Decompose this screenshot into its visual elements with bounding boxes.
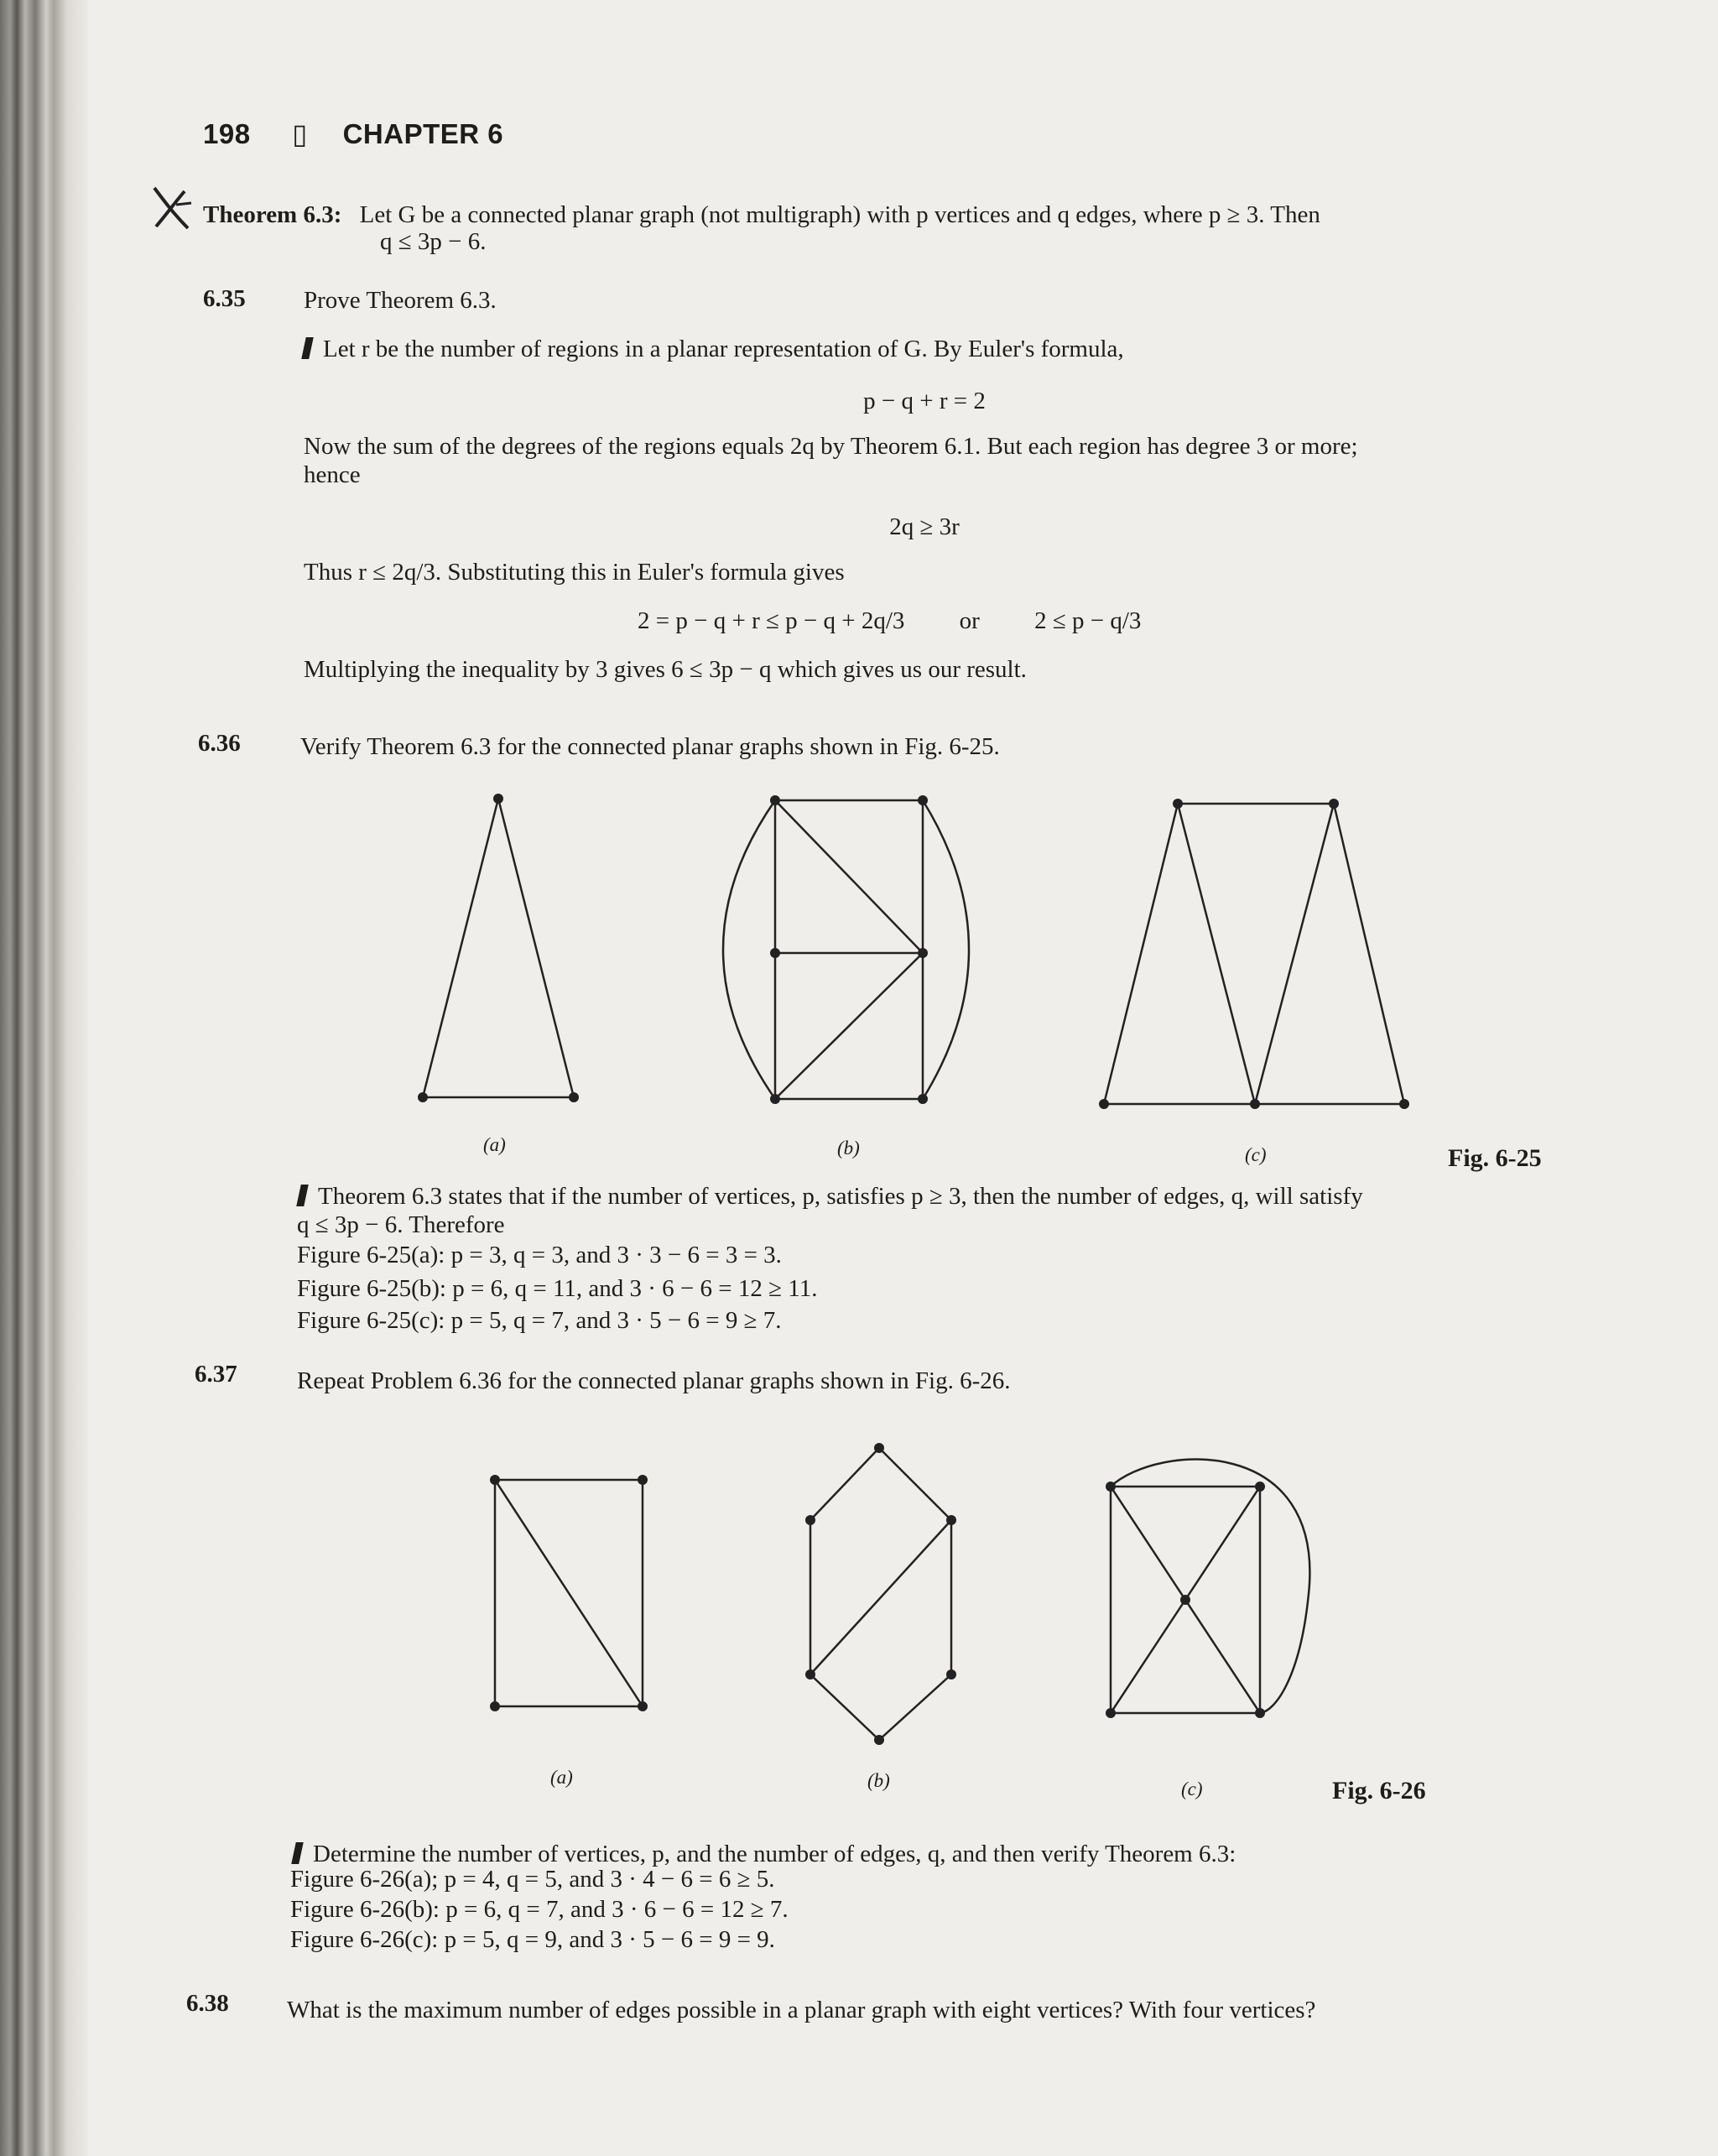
theorem-text: Let G be a connected planar graph (not multigraph) with p vertices and q edges, where p ≥ 3. Then bbox=[359, 201, 1320, 228]
graph-6-26c bbox=[1111, 1460, 1309, 1713]
solution-marker-icon bbox=[301, 337, 314, 359]
fig-6-26-label-b: (b) bbox=[867, 1770, 890, 1791]
fig-6-25-caption: Fig. 6-25 bbox=[1448, 1144, 1542, 1172]
solution-6-36-result-a: Figure 6-25(a): p = 3, q = 3, and 3 · 3 − 6 = 3 = 3. bbox=[297, 1242, 782, 1268]
figure-6-25-graphs bbox=[403, 780, 1443, 1116]
solution-6-35-line-3: hence bbox=[304, 461, 361, 488]
solution-6-35-line-1: Let r be the number of regions in a planar representation of G. By Euler's formula, bbox=[304, 334, 1124, 364]
theorem-line-1 bbox=[203, 200, 1320, 230]
problem-number-6-36: 6.36 bbox=[198, 730, 241, 757]
figure-6-26-graphs bbox=[470, 1426, 1342, 1745]
theorem-label: Theorem 6.3: bbox=[203, 201, 342, 228]
graph-6-25a bbox=[423, 799, 574, 1097]
problem-6-37-statement: Repeat Problem 6.36 for the connected planar graphs shown in Fig. 6-26. bbox=[297, 1367, 1011, 1394]
solution-6-35-line-5: Multiplying the inequality by 3 gives 6 ≤ 3p − q which gives us our result. bbox=[304, 656, 1027, 683]
solution-6-35-line-2: Now the sum of the degrees of the regions equals 2q by Theorem 6.1. But each region has degree 3 or more; bbox=[304, 433, 1358, 460]
graph-6-26b bbox=[810, 1448, 951, 1740]
problem-6-38-statement: What is the maximum number of edges possible in a planar graph with eight vertices? With four vertices? bbox=[287, 1997, 1316, 2023]
solution-marker-icon bbox=[296, 1185, 309, 1206]
solution-6-37-result-c: Figure 6-26(c): p = 5, q = 9, and 3 · 5 − 6 = 9 = 9. bbox=[290, 1926, 775, 1953]
solution-marker-icon bbox=[291, 1842, 304, 1864]
theorem-line-2: q ≤ 3p − 6. bbox=[380, 228, 487, 255]
solution-6-36-line-1: Theorem 6.3 states that if the number of vertices, p, satisfies p ≥ 3, then the number of edges, q, will satisfy bbox=[299, 1181, 1363, 1211]
fig-6-25-label-c: (c) bbox=[1245, 1144, 1267, 1165]
solution-6-37-result-b: Figure 6-26(b): p = 6, q = 7, and 3 · 6 − 6 = 12 ≥ 7. bbox=[290, 1896, 789, 1923]
solution-6-35-line-4: Thus r ≤ 2q/3. Substituting this in Euler's formula gives bbox=[304, 559, 845, 586]
header-separator: ▯ bbox=[292, 118, 308, 149]
problem-6-35-statement: Prove Theorem 6.3. bbox=[304, 287, 497, 314]
running-header bbox=[203, 117, 503, 150]
solution-6-37-line-1: Determine the number of vertices, p, and the number of edges, q, and then verify Theorem 6.3: bbox=[294, 1839, 1236, 1869]
fig-6-26-label-a: (a) bbox=[550, 1767, 573, 1788]
book-spine-shadow bbox=[0, 0, 88, 2156]
page-number: 198 bbox=[203, 118, 251, 149]
chapter-title: CHAPTER 6 bbox=[342, 118, 504, 149]
problem-number-6-38: 6.38 bbox=[186, 1990, 229, 2017]
fig-6-26-label-c: (c) bbox=[1181, 1778, 1203, 1799]
equation-euler: p − q + r = 2 bbox=[863, 388, 986, 414]
equation-region-degree: 2q ≥ 3r bbox=[889, 513, 960, 540]
solution-6-36-result-c: Figure 6-25(c): p = 5, q = 7, and 3 · 5 − 6 = 9 ≥ 7. bbox=[297, 1307, 782, 1334]
equation-substitution: 2 = p − q + r ≤ p − q + 2q/3 or 2 ≤ p − q/3 bbox=[638, 607, 1142, 634]
fig-6-26-caption: Fig. 6-26 bbox=[1332, 1777, 1426, 1804]
problem-number-6-35: 6.35 bbox=[203, 285, 246, 312]
graph-6-25b bbox=[723, 800, 969, 1099]
fig-6-25-label-b: (b) bbox=[837, 1138, 860, 1159]
fig-6-25-label-a: (a) bbox=[483, 1134, 506, 1155]
handwritten-x-mark-icon bbox=[151, 185, 193, 232]
problem-number-6-37: 6.37 bbox=[195, 1361, 237, 1388]
solution-6-37-result-a: Figure 6-26(a); p = 4, q = 5, and 3 · 4 − 6 = 6 ≥ 5. bbox=[290, 1866, 775, 1893]
graph-6-25c bbox=[1104, 804, 1404, 1104]
problem-6-36-statement: Verify Theorem 6.3 for the connected planar graphs shown in Fig. 6-25. bbox=[300, 733, 1000, 760]
solution-6-36-line-2: q ≤ 3p − 6. Therefore bbox=[297, 1211, 505, 1238]
graph-6-26a bbox=[495, 1480, 643, 1706]
solution-6-36-result-b: Figure 6-25(b): p = 6, q = 11, and 3 · 6 − 6 = 12 ≥ 11. bbox=[297, 1275, 818, 1302]
